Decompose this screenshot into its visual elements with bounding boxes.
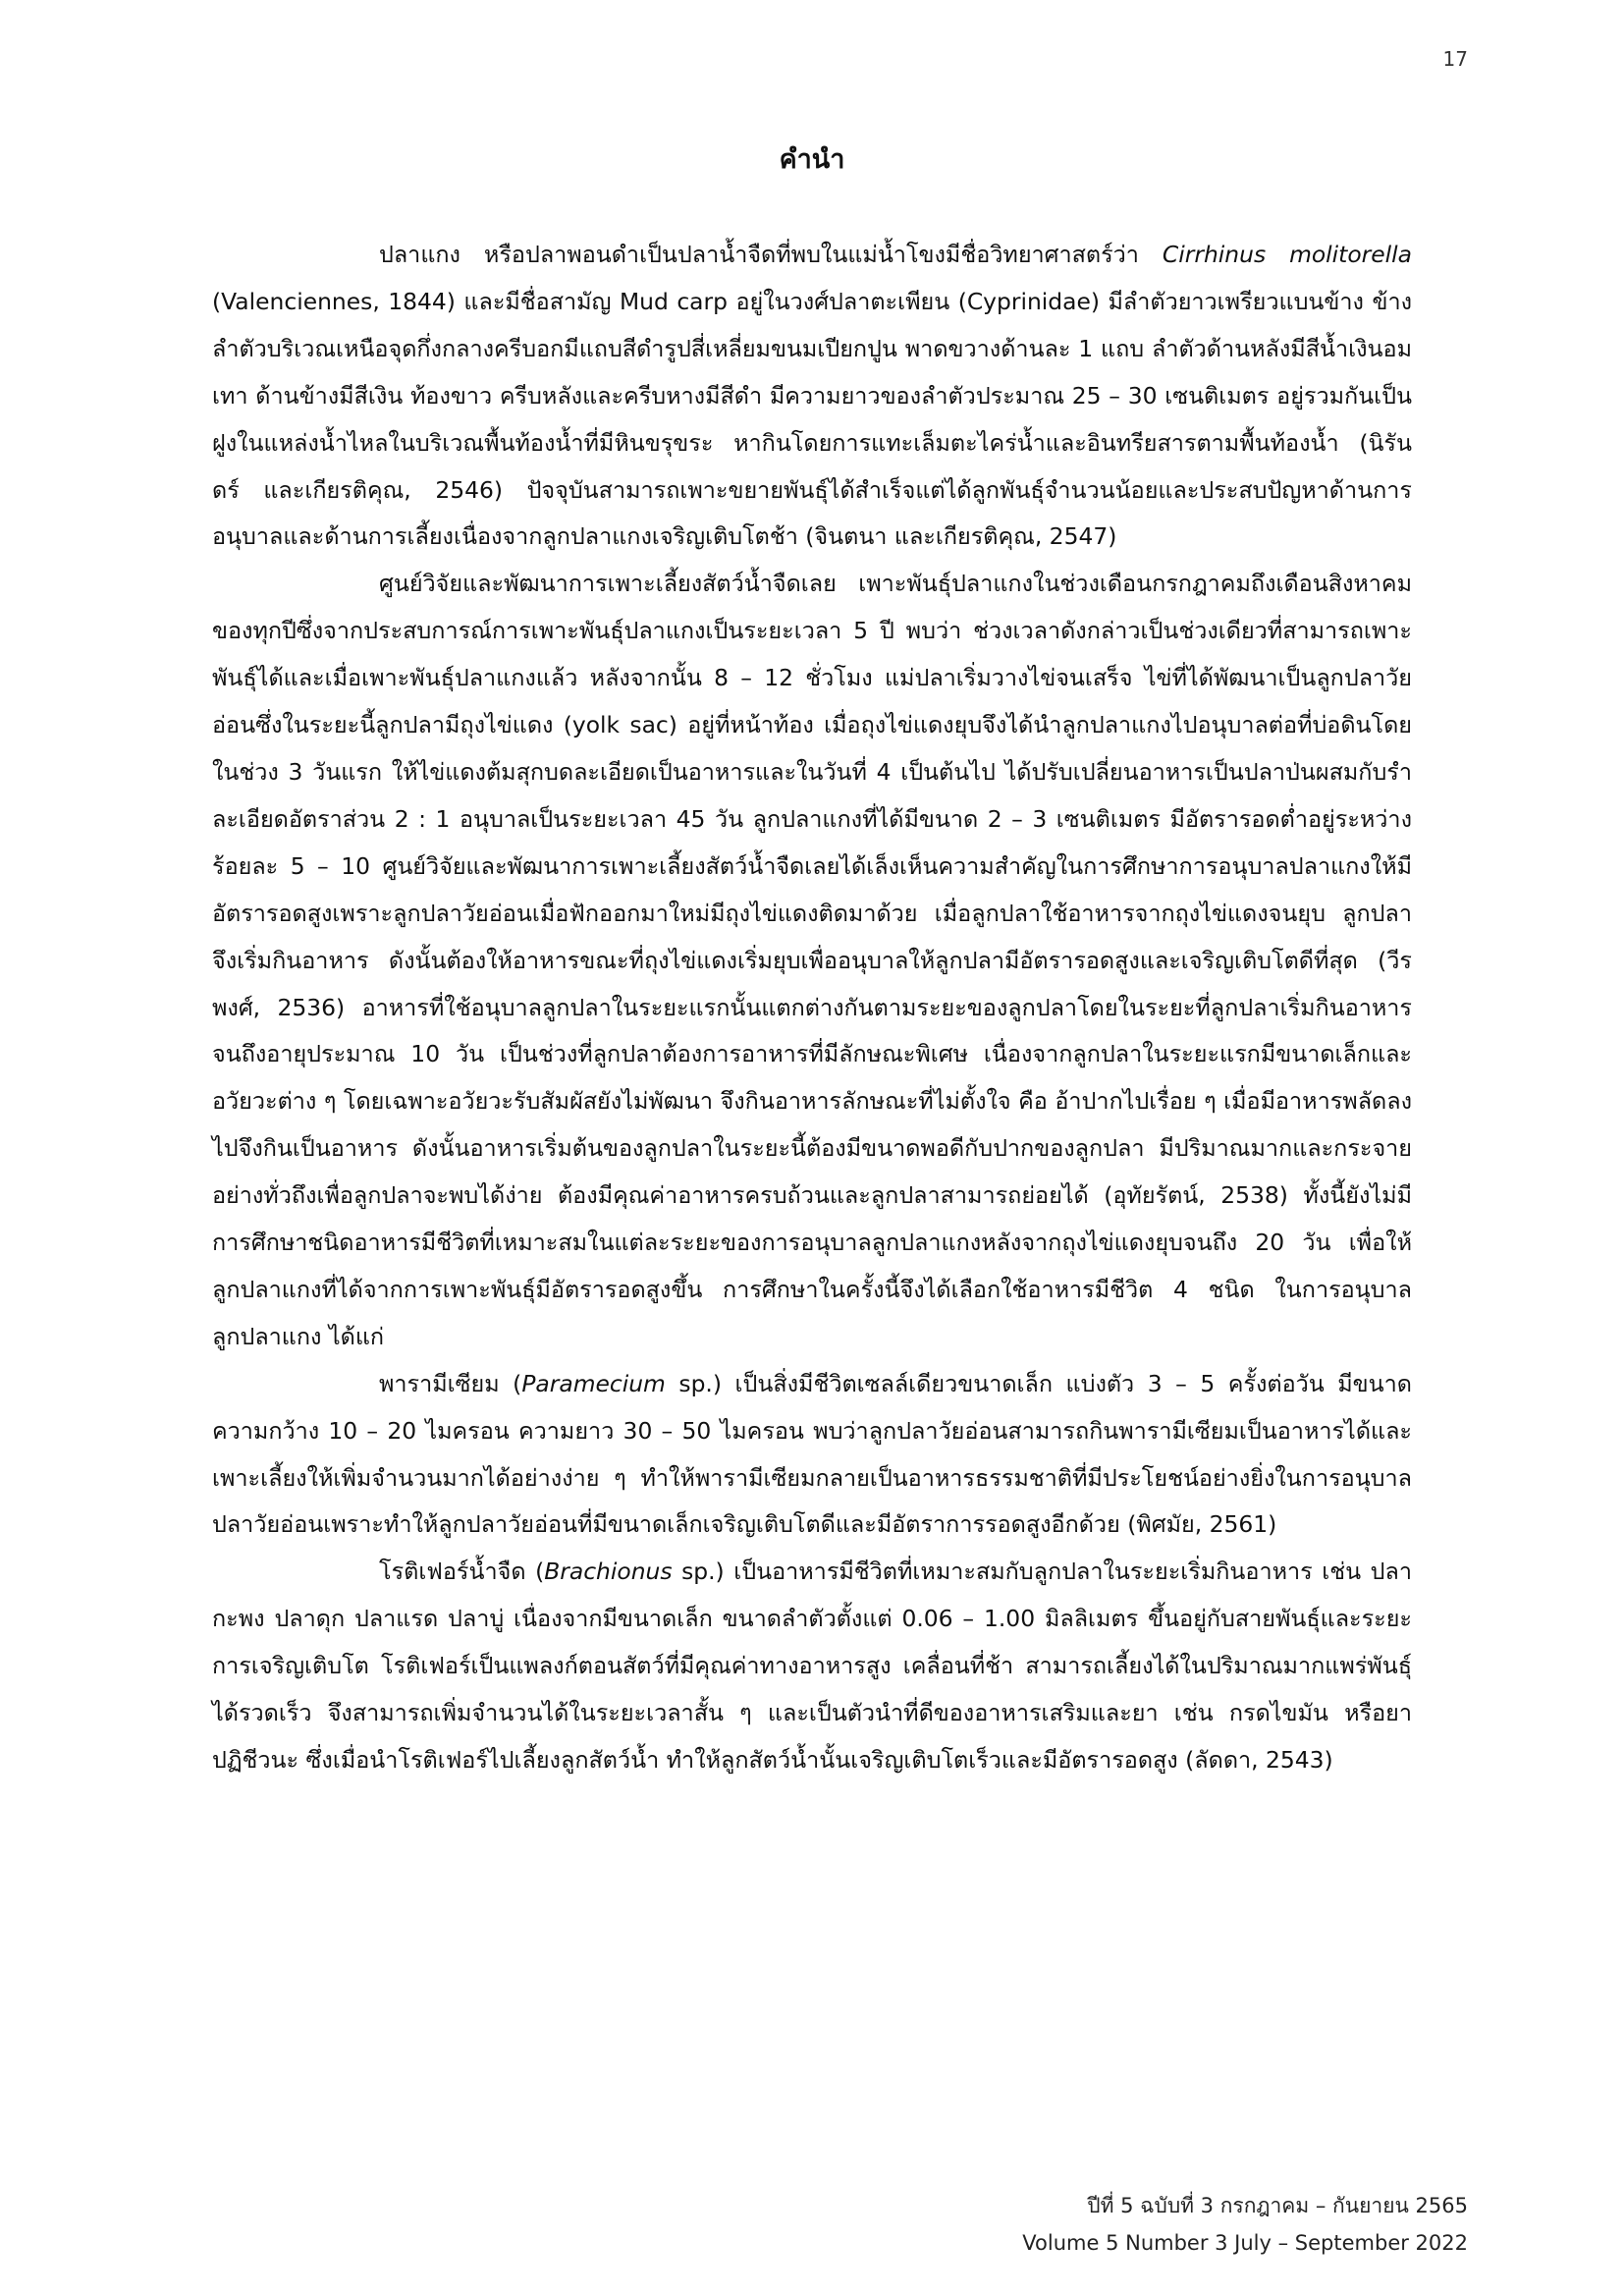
- paragraph-text: พารามีเซียม (: [379, 1369, 522, 1397]
- paragraph-text: โรติเฟอร์น้ำจืด (: [379, 1558, 545, 1586]
- paragraph-text: sp.) เป็นอาหารมีชีวิตที่เหมาะสมกับลูกปลาในระยะเริ่มกินอาหาร เช่น ปลากะพง ปลาดุก ปลาแรด ปลาบู่ เนื่องจากมีขนาดเล็ก ขนาดลำตัวตั้งแต่ 0.06 – 1.00 มิลลิเมตร ขึ้นอยู่กับสายพันธุ์และระยะการเจริญเติบโต โรติเฟอร์เป็นแพลงก์ตอนสัตว์ที่มีคุณค่าทางอาหารสูง เคลื่อนที่ช้า สามารถเลี้ยงได้ในปริมาณมากแพร่พันธุ์ได้รวดเร็ว จึงสามารถเพิ่มจำนวนได้ในระยะเวลาสั้น ๆ และเป็นตัวนำที่ดีของอาหารเสริมและยา เช่น กรดไขมัน หรือยาปฏิชีวนะ ซึ่งเมื่อนำโรติเฟอร์ไปเลี้ยงลูกสัตว์น้ำ ทำให้ลูกสัตว์น้ำนั้นเจริญเติบโตเร็วและมีอัตรารอดสูง (ลัดดา, 2543): [212, 1558, 1412, 1774]
- scientific-name: Cirrhinus molitorella: [1162, 241, 1413, 268]
- journal-footer: [1022, 2187, 1468, 2262]
- paragraph-text: ปลาแกง หรือปลาพอนดำเป็นปลาน้ำจืดที่พบในแม่น้ำโขงมีชื่อวิทยาศาสตร์ว่า: [379, 241, 1163, 268]
- paragraph-text: (Valenciennes, 1844) และมีชื่อสามัญ Mud carp อยู่ในวงศ์ปลาตะเพียน (Cyprinidae) มีลำตัวยาวเพรียวแบนข้าง ข้างลำตัวบริเวณเหนือจุดกึ่งกลางครีบอกมีแถบสีดำรูปสี่เหลี่ยมขนมเปียกปูน พาดขวางด้านละ 1 แถบ ลำตัวด้านหลังมีสีน้ำเงินอมเทา ด้านข้างมีสีเงิน ท้องขาว ครีบหลังและครีบหางมีสีดำ มีความยาวของลำตัวประมาณ 25 – 30 เซนติเมตร อยู่รวมกันเป็นฝูงในแหล่งน้ำไหลในบริเวณพื้นท้องน้ำที่มีหินขรุขระ หากินโดยการแทะเล็มตะไคร่น้ำและอินทรียสารตามพื้นท้องน้ำ (นิรันดร์ และเกียรติคุณ, 2546) ปัจจุบันสามารถเพาะขยายพันธุ์ได้สำเร็จแต่ได้ลูกพันธุ์จำนวนน้อยและประสบปัญหาด้านการอนุบาลและด้านการเลี้ยงเนื่องจากลูกปลาแกงเจริญเติบโตช้า (จินตนา และเกียรติคุณ, 2547): [212, 287, 1412, 551]
- scientific-name: Paramecium: [521, 1369, 666, 1397]
- paragraph-text: sp.) เป็นสิ่งมีชีวิตเซลล์เดียวขนาดเล็ก แบ่งตัว 3 – 5 ครั้งต่อวัน มีขนาดความกว้าง 10 – 20 ไมครอน ความยาว 30 – 50 ไมครอน พบว่าลูกปลาวัยอ่อนสามารถกินพารามีเซียมเป็นอาหารได้และเพาะเลี้ยงให้เพิ่มจำนวนมากได้อย่างง่าย ๆ ทำให้พารามีเซียมกลายเป็นอาหารธรรมชาติที่มีประโยชน์อย่างยิ่งในการอนุบาลปลาวัยอ่อนเพราะทำให้ลูกปลาวัยอ่อนที่มีขนาดเล็กเจริญเติบโตดีและมีอัตราการรอดสูงอีกด้วย (พิศมัย, 2561): [212, 1369, 1412, 1539]
- paragraph-text: ศูนย์วิจัยและพัฒนาการเพาะเลี้ยงสัตว์น้ำจืดเลย เพาะพันธุ์ปลาแกงในช่วงเดือนกรกฎาคมถึงเดือนสิงหาคมของทุกปีซึ่งจากประสบการณ์การเพาะพันธุ์ปลาแกงเป็นระยะเวลา 5 ปี พบว่า ช่วงเวลาดังกล่าวเป็นช่วงเดียวที่สามารถเพาะพันธุ์ได้และเมื่อเพาะพันธุ์ปลาแกงแล้ว หลังจากนั้น 8 – 12 ชั่วโมง แม่ปลาเริ่มวางไข่จนเสร็จ ไข่ที่ได้พัฒนาเป็นลูกปลาวัยอ่อนซึ่งในระยะนี้ลูกปลามีถุงไข่แดง (yolk sac) อยู่ที่หน้าท้อง เมื่อถุงไข่แดงยุบจึงได้นำลูกปลาแกงไปอนุบาลต่อที่บ่อดินโดยในช่วง 3 วันแรก ให้ไข่แดงต้มสุกบดละเอียดเป็นอาหารและในวันที่ 4 เป็นต้นไป ได้ปรับเปลี่ยนอาหารเป็นปลาป่นผสมกับรำละเอียดอัตราส่วน 2 : 1 อนุบาลเป็นระยะเวลา 45 วัน ลูกปลาแกงที่ได้มีขนาด 2 – 3 เซนติเมตร มีอัตรารอดต่ำอยู่ระหว่างร้อยละ 5 – 10 ศูนย์วิจัยและพัฒนาการเพาะเลี้ยงสัตว์น้ำจืดเลยได้เล็งเห็นความสำคัญในการศึกษาการอนุบาลปลาแกงให้มีอัตรารอดสูงเพราะลูกปลาวัยอ่อนเมื่อฟักออกมาใหม่มีถุงไข่แดงติดมาด้วย เมื่อลูกปลาใช้อาหารจากถุงไข่แดงจนยุบ ลูกปลาจึงเริ่มกินอาหาร ดังนั้นต้องให้อาหารขณะที่ถุงไข่แดงเริ่มยุบเพื่ออนุบาลให้ลูกปลามีอัตรารอดสูงและเจริญเติบโตดีที่สุด (วีรพงศ์, 2536) อาหารที่ใช้อนุบาลลูกปลาในระยะแรกนั้นแตกต่างกันตามระยะของลูกปลาโดยในระยะที่ลูกปลาเริ่มกินอาหารจนถึงอายุประมาณ 10 วัน เป็นช่วงที่ลูกปลาต้องการอาหารที่มีลักษณะพิเศษ เนื่องจากลูกปลาในระยะแรกมีขนาดเล็กและอวัยวะต่าง ๆ โดยเฉพาะอวัยวะรับสัมผัสยังไม่พัฒนา จึงกินอาหารลักษณะที่ไม่ตั้งใจ คือ อ้าปากไปเรื่อย ๆ เมื่อมีอาหารพลัดลงไปจึงกินเป็นอาหาร ดังนั้นอาหารเริ่มต้นของลูกปลาในระยะนี้ต้องมีขนาดพอดีกับปากของลูกปลา มีปริมาณมากและกระจายอย่างทั่วถึงเพื่อลูกปลาจะพบได้ง่าย ต้องมีคุณค่าอาหารครบถ้วนและลูกปลาสามารถย่อยได้ (อุทัยรัตน์, 2538) ทั้งนี้ยังไม่มีการศึกษาชนิดอาหารมีชีวิตที่เหมาะสมในแต่ละระยะของการอนุบาลลูกปลาแกงหลังจากถุงไข่แดงยุบจนถึง 20 วัน เพื่อให้ลูกปลาแกงที่ได้จากการเพาะพันธุ์มีอัตรารอดสูงขึ้น การศึกษาในครั้งนี้จึงได้เลือกใช้อาหารมีชีวิต 4 ชนิด ในการอนุบาลลูกปลาแกง ได้แก่: [212, 570, 1412, 1350]
- footer-thai-issue: ปีที่ 5 ฉบับที่ 3 กรกฎาคม – กันยายน 2565: [1087, 2194, 1468, 2217]
- paragraph-1: [212, 232, 1412, 561]
- paragraph-3: [212, 1361, 1412, 1550]
- page-number: 17: [1442, 47, 1468, 71]
- paragraph-2: [212, 561, 1412, 1360]
- footer-english-issue: Volume 5 Number 3 July – September 2022: [1022, 2231, 1468, 2255]
- scientific-name: Brachionus: [544, 1558, 673, 1586]
- page-heading: คำนำ: [779, 144, 845, 175]
- paragraph-4: [212, 1549, 1412, 1784]
- body-text: [212, 232, 1412, 1784]
